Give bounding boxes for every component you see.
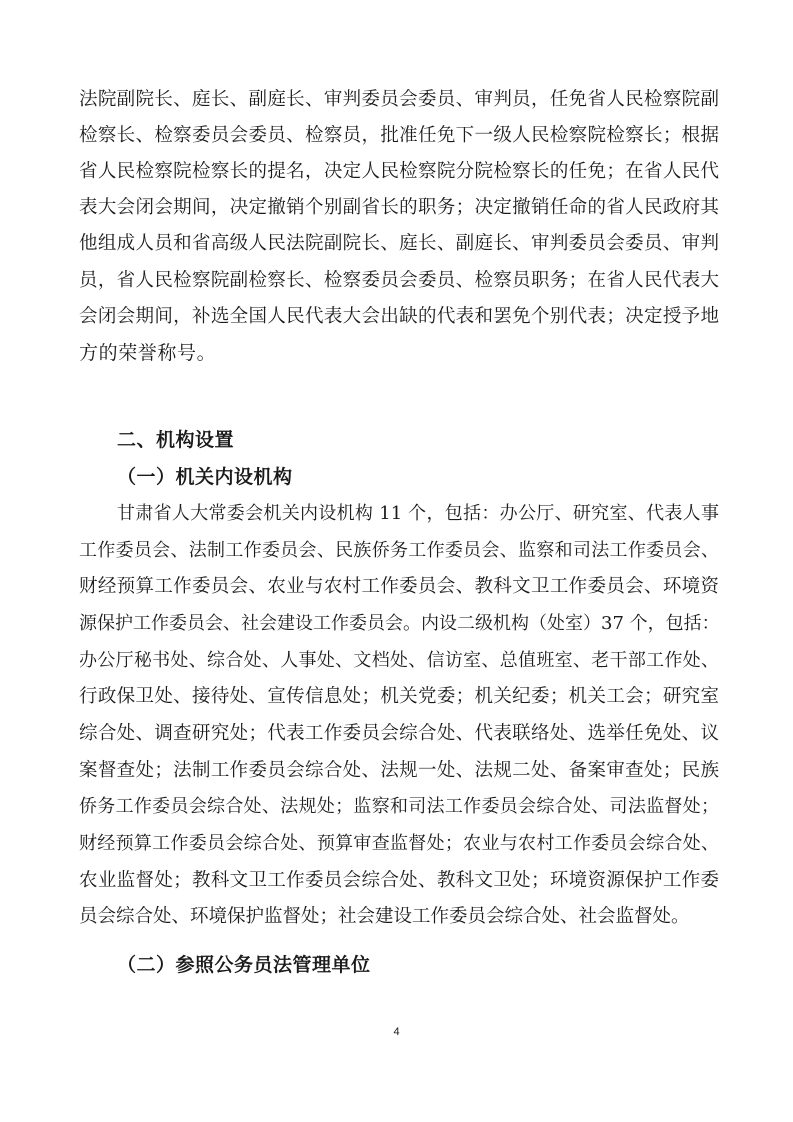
paragraph-line: 甘肃省人大常委会机关内设机构 11 个，包括：办公厅、研究室、代表人事: [117, 503, 719, 524]
paragraph-line: 会闭会期间，补选全国人民代表大会出缺的代表和罢免个别代表；决定授予地: [79, 306, 719, 327]
paragraph-line: 员会综合处、环境保护监督处；社会建设工作委员会综合处、社会监督处。: [79, 906, 690, 927]
paragraph-line: 案督查处；法制工作委员会综合处、法规一处、法规二处、备案审查处；民族: [79, 760, 719, 781]
section-heading: 二、机构设置: [117, 429, 235, 451]
paragraph-line: 省人民检察院检察长的提名，决定人民检察院分院检察长的任免；在省人民代: [79, 161, 719, 182]
paragraph-line: 表大会闭会期间，决定撤销个别副省长的职务；决定撤销任命的省人民政府其: [79, 197, 719, 218]
paragraph-line: 源保护工作委员会、社会建设工作委员会。内设二级机构（处室）37 个，包括：: [79, 613, 720, 634]
paragraph-line: 员，省人民检察院副检察长、检察委员会委员、检察员职务；在省人民代表大: [79, 270, 719, 291]
page-number: 4: [393, 1026, 400, 1038]
paragraph-line: 检察长、检察委员会委员、检察员，批准任免下一级人民检察院检察长；根据: [79, 125, 719, 146]
paragraph-line: 综合处、调查研究处；代表工作委员会综合处、代表联络处、选举任免处、议: [79, 723, 719, 744]
subsection-heading: （一）机关内设机构: [117, 466, 293, 488]
paragraph-line: 财经预算工作委员会、农业与农村工作委员会、教科文卫工作委员会、环境资: [79, 576, 719, 597]
paragraph-line: 办公厅秘书处、综合处、人事处、文档处、信访室、总值班室、老干部工作处、: [79, 650, 719, 671]
paragraph-line: 农业监督处；教科文卫工作委员会综合处、教科文卫处；环境资源保护工作委: [79, 870, 719, 891]
subsection-heading: （二）参照公务员法管理单位: [117, 954, 371, 976]
paragraph-line: 行政保卫处、接待处、宣传信息处；机关党委；机关纪委；机关工会；研究室: [79, 686, 719, 707]
paragraph-line: 法院副院长、庭长、副庭长、审判委员会委员、审判员，任免省人民检察院副: [79, 89, 719, 110]
paragraph-line: 他组成人员和省高级人民法院副院长、庭长、副庭长、审判委员会委员、审判: [79, 233, 719, 254]
paragraph-line: 侨务工作委员会综合处、法规处；监察和司法工作委员会综合处、司法监督处；: [79, 796, 719, 817]
paragraph-line: 工作委员会、法制工作委员会、民族侨务工作委员会、监察和司法工作委员会、: [79, 540, 719, 561]
paragraph-line: 财经预算工作委员会综合处、预算审查监督处；农业与农村工作委员会综合处、: [79, 833, 719, 854]
paragraph-line: 方的荣誉称号。: [79, 342, 217, 364]
